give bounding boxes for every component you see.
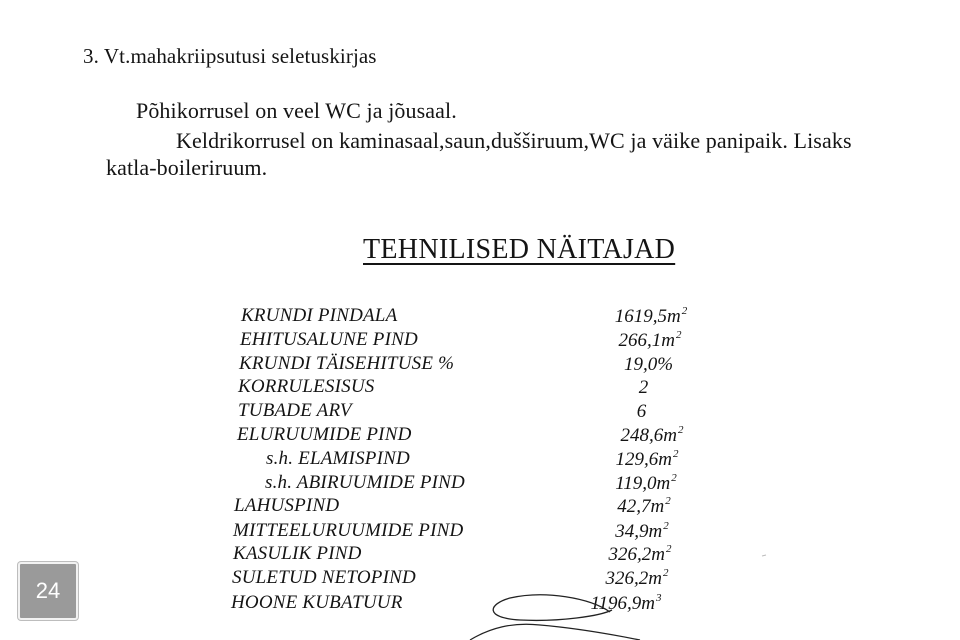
paragraph-basement-line2: katla-boileriruum. bbox=[106, 155, 268, 180]
row-value: $129,6m^2$ bbox=[615, 448, 679, 470]
row-label: s.h. ELAMISPIND bbox=[266, 448, 410, 469]
row-label: MITTEELURUUMIDE PIND bbox=[233, 520, 464, 541]
item-3-text: 3. Vt.mahakriipsutusi seletuskirjas bbox=[83, 44, 377, 68]
row-value: $1619,5m^2$ bbox=[614, 305, 688, 327]
row-value: $248,6m^2$ bbox=[620, 424, 684, 446]
row-value: $326,2m^2$ bbox=[608, 543, 672, 565]
row-value: 6 bbox=[636, 401, 647, 422]
table-title: TEHNILISED NÄITAJAD bbox=[363, 234, 676, 265]
row-value: 19,0% bbox=[623, 354, 674, 375]
paragraph-basement-line1: Keldrikorrusel on kaminasaal,saun,dušširuum,WC ja väike panipaik. Lisaks bbox=[176, 128, 852, 153]
row-value: $34,9m^2$ bbox=[615, 520, 669, 542]
paragraph-ground-floor: Põhikorrusel on veel WC ja jõusaal. bbox=[136, 98, 457, 123]
row-value: $42,7m^2$ bbox=[617, 495, 671, 517]
row-value: $119,0m^2$ bbox=[615, 472, 677, 494]
page-number-badge: 24 bbox=[18, 562, 78, 620]
row-label: KRUNDI TÄISEHITUSE % bbox=[239, 353, 455, 374]
row-value: $326,2m^2$ bbox=[605, 567, 669, 589]
row-label: KORRULESISUS bbox=[238, 376, 375, 397]
row-value: $1196,9m^3$ bbox=[590, 592, 662, 614]
row-value: $266,1m^2$ bbox=[618, 329, 682, 351]
row-label: ELURUUMIDE PIND bbox=[237, 424, 412, 445]
row-label: KASULIK PIND bbox=[233, 543, 362, 564]
row-label: LAHUSPIND bbox=[234, 495, 340, 516]
row-label: TUBADE ARV bbox=[238, 400, 352, 421]
row-label: EHITUSALUNE PIND bbox=[240, 329, 418, 350]
row-label: SULETUD NETOPIND bbox=[232, 567, 416, 588]
row-label: HOONE KUBATUUR bbox=[231, 592, 403, 613]
row-value: 2 bbox=[638, 377, 649, 398]
row-label: s.h. ABIRUUMIDE PIND bbox=[265, 472, 465, 493]
row-label: KRUNDI PINDALA bbox=[241, 305, 398, 326]
